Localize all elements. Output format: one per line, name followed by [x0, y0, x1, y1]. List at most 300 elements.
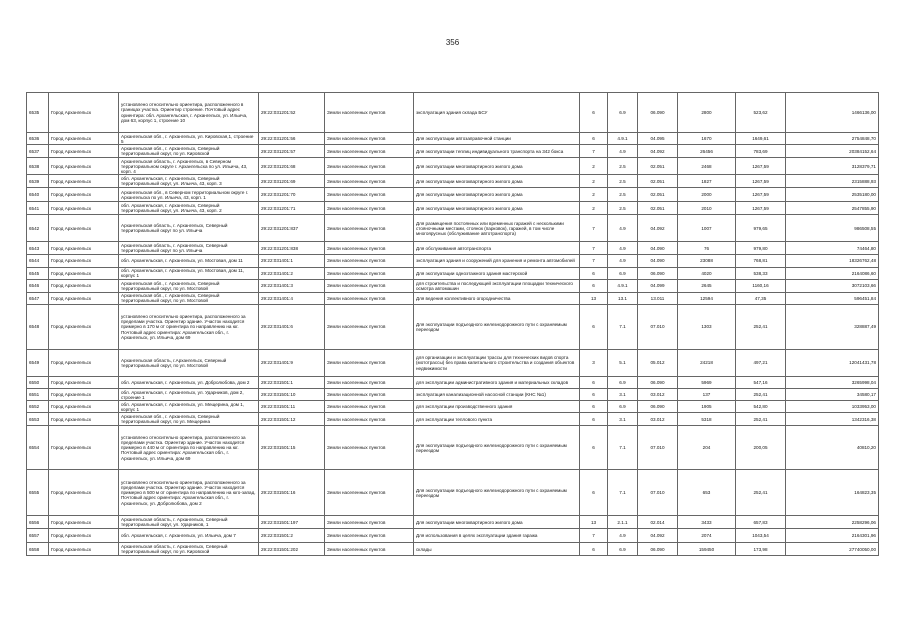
table-row — [27, 145, 879, 158]
area-cell: 3433 — [678, 516, 736, 529]
table-row — [27, 529, 879, 543]
cadastral-value-cell: 164823,35 — [786, 470, 879, 516]
specific-value-cell: 979,65 — [736, 215, 786, 242]
permitted-use-cell: для эксплуатации производственного здания — [414, 401, 580, 413]
address-cell: Архангельская область, г. Архангельск, в Северном территориальном округе г. Архангельска по ул. Ильича, 43, корп. 4 — [119, 158, 259, 175]
use-code-cell: 7.1 — [608, 426, 638, 470]
land-category-cell: Земли населенных пунктов — [325, 426, 414, 470]
zone-group-cell: 6 — [580, 389, 608, 401]
area-cell: 1905 — [678, 401, 736, 413]
cadastral-value-cell: 986508,55 — [786, 215, 879, 242]
land-category-cell: Земли населенных пунктов — [325, 389, 414, 401]
cadastral-number-cell: 29:22:031401:4 — [259, 292, 325, 304]
use-code-cell: 6.9 — [608, 401, 638, 413]
cadastral-number-cell: 29:22:031201:70 — [259, 188, 325, 202]
table-row — [27, 401, 879, 413]
use-code-cell: 3.1 — [608, 413, 638, 426]
land-plots-table — [26, 92, 879, 556]
municipality-cell: Город Архангельск — [49, 242, 119, 254]
specific-value-cell: 523,62 — [736, 93, 786, 133]
cadastral-value-cell: 12041431,78 — [786, 350, 879, 377]
zone-group-cell: 2 — [580, 188, 608, 202]
specific-value-cell: 47,35 — [736, 292, 786, 304]
permitted-use-cell: эксплуатация здания и сооружений для хранения и ремонта автомобилей — [414, 254, 580, 267]
specific-value-cell: 497,21 — [736, 350, 786, 377]
permitted-use-cell: Для эксплуатации многоквартирного жилого дома — [414, 175, 580, 188]
table-row — [27, 350, 879, 377]
area-cell: 24218 — [678, 350, 736, 377]
permitted-use-cell: для эксплуатации теплового пункта — [414, 413, 580, 426]
municipality-cell: Город Архангельск — [49, 254, 119, 267]
specific-value-cell: 252,41 — [736, 413, 786, 426]
cadastral-value-cell: 2535180,00 — [786, 188, 879, 202]
specific-value-cell: 542,80 — [736, 401, 786, 413]
municipality-cell: Город Архангельск — [49, 175, 119, 188]
use-code-cell: 6.9 — [608, 543, 638, 556]
area-cell: 4020 — [678, 267, 736, 279]
municipality-cell: Город Архангельск — [49, 389, 119, 401]
cadastral-number-cell: 29:22:031201:56 — [259, 133, 325, 145]
use-code-cell: 4.9 — [608, 145, 638, 158]
area-cell: 1303 — [678, 305, 736, 350]
specific-value-cell: 1267,59 — [736, 202, 786, 215]
permitted-use-cell: Для эксплуатации подъездного железнодорожного пути с охраняемым переездом — [414, 426, 580, 470]
cadastral-value-cell: 2164301,96 — [786, 529, 879, 543]
area-cell: 2074 — [678, 529, 736, 543]
area-cell: 23088 — [678, 254, 736, 267]
table-row — [27, 242, 879, 254]
cadastral-value-cell: 2547855,90 — [786, 202, 879, 215]
specific-value-cell: 1043,54 — [736, 529, 786, 543]
row-number-cell: 6554 — [27, 426, 49, 470]
cadastral-number-cell: 29:22:031201:57 — [259, 145, 325, 158]
rate-code-cell: 13.011 — [638, 292, 678, 304]
land-category-cell: Земли населенных пунктов — [325, 292, 414, 304]
municipality-cell: Город Архангельск — [49, 158, 119, 175]
area-cell: 2000 — [678, 188, 736, 202]
row-number-cell: 6547 — [27, 292, 49, 304]
zone-group-cell: 6 — [580, 426, 608, 470]
municipality-cell: Город Архангельск — [49, 202, 119, 215]
area-cell: 1827 — [678, 175, 736, 188]
cadastral-value-cell: 328887,49 — [786, 305, 879, 350]
use-code-cell: 2.5 — [608, 188, 638, 202]
address-cell: обл. Архангельская, г. Архангельск, ул. Ударников, дом 2, строение 1 — [119, 389, 259, 401]
municipality-cell: Город Архангельск — [49, 305, 119, 350]
row-number-cell: 6552 — [27, 401, 49, 413]
permitted-use-cell: Для ведения коллективного огородничества — [414, 292, 580, 304]
table-row — [27, 188, 879, 202]
address-cell: обл. Архангельская, г. Архангельск, ул. Добролюбова, дом 2 — [119, 377, 259, 389]
area-cell: 1007 — [678, 215, 736, 242]
zone-group-cell: 6 — [580, 279, 608, 292]
cadastral-value-cell: 2258296,06 — [786, 516, 879, 529]
row-number-cell: 6551 — [27, 389, 49, 401]
zone-group-cell: 6 — [580, 401, 608, 413]
row-number-cell: 6555 — [27, 470, 49, 516]
zone-group-cell: 13 — [580, 292, 608, 304]
cadastral-value-cell: 18326762,48 — [786, 254, 879, 267]
zone-group-cell: 3 — [580, 350, 608, 377]
specific-value-cell: 538,33 — [736, 267, 786, 279]
land-category-cell: Земли населенных пунктов — [325, 516, 414, 529]
area-cell: 12594 — [678, 292, 736, 304]
municipality-cell: Город Архангельск — [49, 93, 119, 133]
land-category-cell: Земли населенных пунктов — [325, 529, 414, 543]
cadastral-value-cell: 1033953,00 — [786, 401, 879, 413]
address-cell: установлено относительно ориентира, расположенного за пределами участка. Ориентир здание. Участок находится примерно в 500 м от ориентира по направлению на юго-запад. Почтовый адрес ориентира: Архангельская обл., г. Архангельск, ул. Добролюбова, дом 2 — [119, 470, 259, 516]
area-cell: 26456 — [678, 145, 736, 158]
municipality-cell: Город Архангельск — [49, 133, 119, 145]
zone-group-cell: 7 — [580, 145, 608, 158]
specific-value-cell: 1649,61 — [736, 133, 786, 145]
permitted-use-cell: Для эксплуатации многоквартирного жилого дома — [414, 158, 580, 175]
permitted-use-cell: Для эксплуатации многоквартирного жилого дома — [414, 202, 580, 215]
rate-code-cell: 07.010 — [638, 470, 678, 516]
rate-code-cell: 04.095 — [638, 133, 678, 145]
land-category-cell: Земли населенных пунктов — [325, 401, 414, 413]
address-cell: установлено относительно ориентира, расположенного за пределами участка. Ориентир здание. Участок находится примерно в 440 м от ориентира по направлению на юг. Почтовый адрес ориентира: Архангельская обл., г. Архангельск, ул. Ильича, дом 69 — [119, 426, 259, 470]
table-row — [27, 202, 879, 215]
area-cell: 653 — [678, 470, 736, 516]
specific-value-cell: 1160,16 — [736, 279, 786, 292]
cadastral-number-cell: 29:22:031201:52 — [259, 93, 325, 133]
rate-code-cell: 02.014 — [638, 516, 678, 529]
table-row — [27, 254, 879, 267]
zone-group-cell: 2 — [580, 202, 608, 215]
municipality-cell: Город Архангельск — [49, 516, 119, 529]
area-cell: 137 — [678, 389, 736, 401]
address-cell: Архангельская область, г. Архангельск, Северный территориальный округ, ул. Ударников, 1 — [119, 516, 259, 529]
permitted-use-cell: Для обслуживания автотранспорта — [414, 242, 580, 254]
address-cell: Архангельская область, г. Архангельск, Северный территориальный округ по ул. Ильича — [119, 215, 259, 242]
zone-group-cell: 7 — [580, 215, 608, 242]
table-row — [27, 158, 879, 175]
permitted-use-cell: эксплуатация канализационной насосной станции (КНС №1) — [414, 389, 580, 401]
cadastral-value-cell: 1342316,38 — [786, 413, 879, 426]
table-row — [27, 279, 879, 292]
rate-code-cell: 06.090 — [638, 401, 678, 413]
row-number-cell: 6550 — [27, 377, 49, 389]
use-code-cell: 6.9 — [608, 377, 638, 389]
zone-group-cell: 6 — [580, 470, 608, 516]
address-cell: обл. Архангельская, г. Архангельск, ул. Ильича, дом 7 — [119, 529, 259, 543]
rate-code-cell: 06.090 — [638, 377, 678, 389]
rate-code-cell: 05.012 — [638, 350, 678, 377]
municipality-cell: Город Архангельск — [49, 188, 119, 202]
table-row — [27, 133, 879, 145]
specific-value-cell: 768,81 — [736, 254, 786, 267]
land-category-cell: Земли населенных пунктов — [325, 215, 414, 242]
permitted-use-cell: для эксплуатации административного здания и материальных складов — [414, 377, 580, 389]
area-cell: 2010 — [678, 202, 736, 215]
rate-code-cell: 02.051 — [638, 158, 678, 175]
permitted-use-cell: для организации и эксплуатации трассы для технических видов спорта (мототрассы) без права капитального строительства и создания объектов недвижимости — [414, 350, 580, 377]
address-cell: Архангельская обл., г. Архангельск, ул. Кировская,1, строение 5 — [119, 133, 259, 145]
rate-code-cell: 06.090 — [638, 543, 678, 556]
permitted-use-cell: Для эксплуатации многоквартирного жилого дома — [414, 516, 580, 529]
municipality-cell: Город Архангельск — [49, 145, 119, 158]
row-number-cell: 6546 — [27, 279, 49, 292]
permitted-use-cell: для строительства и последующей эксплуатации площадки технического осмотра автомашин — [414, 279, 580, 292]
address-cell: обл. Архангельская, г. Архангельск, ул. Мостовая, дом 11 — [119, 254, 259, 267]
land-category-cell: Земли населенных пунктов — [325, 470, 414, 516]
cadastral-number-cell: 29:22:031501:16 — [259, 470, 325, 516]
rate-code-cell: 07.010 — [638, 305, 678, 350]
cadastral-number-cell: 29:22:031501:15 — [259, 426, 325, 470]
specific-value-cell: 979,80 — [736, 242, 786, 254]
municipality-cell: Город Архангельск — [49, 470, 119, 516]
cadastral-number-cell: 29:22:031501:12 — [259, 413, 325, 426]
municipality-cell: Город Архангельск — [49, 543, 119, 556]
table-body — [27, 93, 879, 556]
specific-value-cell: 200,05 — [736, 426, 786, 470]
zone-group-cell: 6 — [580, 377, 608, 389]
cadastral-number-cell: 29:22:031401:3 — [259, 279, 325, 292]
land-category-cell: Земли населенных пунктов — [325, 543, 414, 556]
use-code-cell: 4.9 — [608, 215, 638, 242]
use-code-cell: 4.9 — [608, 242, 638, 254]
specific-value-cell: 1267,59 — [736, 188, 786, 202]
cadastral-number-cell: 29:22:031201:68 — [259, 158, 325, 175]
municipality-cell: Город Архангельск — [49, 426, 119, 470]
rate-code-cell: 06.090 — [638, 267, 678, 279]
municipality-cell: Город Архангельск — [49, 267, 119, 279]
address-cell: Архангельская область, г. Архангельск, Северный территориальный округ, по ул. Кировской — [119, 543, 259, 556]
zone-group-cell: 6 — [580, 93, 608, 133]
specific-value-cell: 1267,59 — [736, 175, 786, 188]
table-row — [27, 413, 879, 426]
municipality-cell: Город Архангельск — [49, 529, 119, 543]
municipality-cell: Город Архангельск — [49, 377, 119, 389]
address-cell: обл. Архангельская, г. Архангельск, Северный территориальный округ, ул. Ильича, 43, корп. 3 — [119, 175, 259, 188]
specific-value-cell: 547,16 — [736, 377, 786, 389]
permitted-use-cell: Для эксплуатации подъездного железнодорожного пути с охраняемым переездом — [414, 470, 580, 516]
land-category-cell: Земли населенных пунктов — [325, 413, 414, 426]
zone-group-cell: 2 — [580, 158, 608, 175]
row-number-cell: 6537 — [27, 145, 49, 158]
row-number-cell: 6548 — [27, 305, 49, 350]
cadastral-value-cell: 2164086,60 — [786, 267, 879, 279]
cadastral-number-cell: 29:22:031401:1 — [259, 254, 325, 267]
land-category-cell: Земли населенных пунктов — [325, 350, 414, 377]
zone-group-cell: 7 — [580, 529, 608, 543]
rate-code-cell: 04.092 — [638, 215, 678, 242]
rate-code-cell: 04.092 — [638, 529, 678, 543]
table-row — [27, 292, 879, 304]
table-row — [27, 93, 879, 133]
cadastral-number-cell: 29:22:031201:838 — [259, 242, 325, 254]
use-code-cell: 6.9 — [608, 267, 638, 279]
municipality-cell: Город Архангельск — [49, 292, 119, 304]
use-code-cell: 2.5 — [608, 158, 638, 175]
area-cell: 5318 — [678, 413, 736, 426]
use-code-cell: 3.1 — [608, 389, 638, 401]
land-category-cell: Земли населенных пунктов — [325, 175, 414, 188]
land-category-cell: Земли населенных пунктов — [325, 93, 414, 133]
use-code-cell: 2.1.1 — [608, 516, 638, 529]
cadastral-value-cell: 34580,17 — [786, 389, 879, 401]
table-row — [27, 516, 879, 529]
row-number-cell: 6535 — [27, 93, 49, 133]
cadastral-number-cell: 29:22:031201:71 — [259, 202, 325, 215]
address-cell: обл. Архангельская, г. Архангельск, ул. Мещерина, дом 1, корпус 1 — [119, 401, 259, 413]
address-cell: установлено относительно ориентира, расположенного в границах участка. Ориентир строение. Почтовый адрес ориентира: обл. Архангельская, г. Архангельск, ул. Ильича, дом 63, корпус 1, строение 10 — [119, 93, 259, 133]
cadastral-value-cell: 596451,84 — [786, 292, 879, 304]
rate-code-cell: 02.051 — [638, 188, 678, 202]
use-code-cell: 5.1 — [608, 350, 638, 377]
table-row — [27, 426, 879, 470]
table-row — [27, 305, 879, 350]
cadastral-value-cell: 2754848,70 — [786, 133, 879, 145]
cadastral-number-cell: 29:22:031501:197 — [259, 516, 325, 529]
cadastral-value-cell: 3128379,71 — [786, 158, 879, 175]
cadastral-number-cell: 29:22:031501:10 — [259, 389, 325, 401]
permitted-use-cell: Для эксплуатации одноэтажного здания мастерской — [414, 267, 580, 279]
table-row — [27, 267, 879, 279]
land-category-cell: Земли населенных пунктов — [325, 377, 414, 389]
zone-group-cell: 6 — [580, 413, 608, 426]
cadastral-value-cell: 2315888,93 — [786, 175, 879, 188]
cadastral-value-cell: 74464,80 — [786, 242, 879, 254]
municipality-cell: Город Архангельск — [49, 350, 119, 377]
address-cell: Архангельская обл., в Северном территориальном округе г. Архангельска по ул. Ильича, 43, корп. 1 — [119, 188, 259, 202]
rate-code-cell: 04.092 — [638, 145, 678, 158]
rate-code-cell: 06.090 — [638, 93, 678, 133]
use-code-cell: 4.9.1 — [608, 279, 638, 292]
cadastral-number-cell: 29:22:031501:2 — [259, 529, 325, 543]
cadastral-number-cell: 29:22:031501:11 — [259, 401, 325, 413]
row-number-cell: 6545 — [27, 267, 49, 279]
permitted-use-cell: Для размещения постоянных или временных гаражей с несколькими стояночными местами, стоянок (парковок), гаражей, в том числе многоярусных (обслуживание автотранспорта) — [414, 215, 580, 242]
land-category-cell: Земли населенных пунктов — [325, 279, 414, 292]
row-number-cell: 6543 — [27, 242, 49, 254]
specific-value-cell: 252,41 — [736, 305, 786, 350]
cadastral-number-cell: 29:22:031401:6 — [259, 305, 325, 350]
use-code-cell: 4.9 — [608, 254, 638, 267]
use-code-cell: 2.5 — [608, 202, 638, 215]
zone-group-cell: 7 — [580, 242, 608, 254]
table-row — [27, 470, 879, 516]
zone-group-cell: 7 — [580, 254, 608, 267]
table-row — [27, 215, 879, 242]
permitted-use-cell: Для эксплуатации подъездного железнодорожного пути с охраняемым переездом — [414, 305, 580, 350]
rate-code-cell: 02.051 — [638, 202, 678, 215]
specific-value-cell: 252,41 — [736, 470, 786, 516]
use-code-cell: 4.9.1 — [608, 133, 638, 145]
row-number-cell: 6539 — [27, 175, 49, 188]
rate-code-cell: 02.051 — [638, 175, 678, 188]
zone-group-cell: 6 — [580, 543, 608, 556]
municipality-cell: Город Архангельск — [49, 279, 119, 292]
cadastral-value-cell: 3072103,66 — [786, 279, 879, 292]
area-cell: 2645 — [678, 279, 736, 292]
municipality-cell: Город Архангельск — [49, 413, 119, 426]
zone-group-cell: 6 — [580, 305, 608, 350]
zone-group-cell: 6 — [580, 267, 608, 279]
land-category-cell: Земли населенных пунктов — [325, 158, 414, 175]
area-cell: 76 — [678, 242, 736, 254]
table-row — [27, 543, 879, 556]
rate-code-cell: 03.012 — [638, 413, 678, 426]
address-cell: Архангельская область, г. Архангельск, Северный территориальный округ по ул. Ильича — [119, 242, 259, 254]
cadastral-value-cell: 20384152,64 — [786, 145, 879, 158]
row-number-cell: 6556 — [27, 516, 49, 529]
cadastral-value-cell: 1466136,00 — [786, 93, 879, 133]
use-code-cell: 7.1 — [608, 305, 638, 350]
use-code-cell: 13.1 — [608, 292, 638, 304]
specific-value-cell: 252,41 — [736, 389, 786, 401]
permitted-use-cell: Для эксплуатации теплиц индивидуального транспорта на 342 бокса — [414, 145, 580, 158]
cadastral-number-cell: 29:22:031401:9 — [259, 350, 325, 377]
page-number: 356 — [445, 38, 460, 47]
land-category-cell: Земли населенных пунктов — [325, 188, 414, 202]
land-category-cell: Земли населенных пунктов — [325, 145, 414, 158]
row-number-cell: 6553 — [27, 413, 49, 426]
land-category-cell: Земли населенных пунктов — [325, 254, 414, 267]
municipality-cell: Город Архангельск — [49, 401, 119, 413]
specific-value-cell: 1267,59 — [736, 158, 786, 175]
cadastral-value-cell: 40810,20 — [786, 426, 879, 470]
land-category-cell: Земли населенных пунктов — [325, 133, 414, 145]
row-number-cell: 6540 — [27, 188, 49, 202]
use-code-cell: 7.1 — [608, 470, 638, 516]
area-cell: 1670 — [678, 133, 736, 145]
land-category-cell: Земли населенных пунктов — [325, 267, 414, 279]
address-cell: Архангельская обл., г. Архангельск, Северный территориальный округ, по ул. Мостовой — [119, 292, 259, 304]
address-cell: Архангельская область, г.Архангельск, Северный территориальный округ, по ул. Мостовой — [119, 350, 259, 377]
land-category-cell: Земли населенных пунктов — [325, 242, 414, 254]
row-number-cell: 6557 — [27, 529, 49, 543]
cadastral-value-cell: 3265998,04 — [786, 377, 879, 389]
permitted-use-cell: Для использования в целях эксплуатации здания гаража — [414, 529, 580, 543]
specific-value-cell: 657,83 — [736, 516, 786, 529]
permitted-use-cell: склады — [414, 543, 580, 556]
address-cell: обл. Архангельская, г. Архангельск, ул. Мостовая, дом 11, корпус 1 — [119, 267, 259, 279]
address-cell: обл. Архангельская, г. Архангельск, Северный территориальный округ, ул. Ильича, 43, корп. 2 — [119, 202, 259, 215]
use-code-cell: 6.9 — [608, 93, 638, 133]
use-code-cell: 4.9 — [608, 529, 638, 543]
row-number-cell: 6541 — [27, 202, 49, 215]
rate-code-cell: 03.012 — [638, 389, 678, 401]
area-cell: 2800 — [678, 93, 736, 133]
row-number-cell: 6558 — [27, 543, 49, 556]
land-category-cell: Земли населенных пунктов — [325, 202, 414, 215]
cadastral-number-cell: 29:22:031201:837 — [259, 215, 325, 242]
cadastral-number-cell: 29:22:031401:2 — [259, 267, 325, 279]
specific-value-cell: 783,69 — [736, 145, 786, 158]
row-number-cell: 6549 — [27, 350, 49, 377]
zone-group-cell: 2 — [580, 175, 608, 188]
address-cell: Архангельская обл., г. Архангельск, Северный территориальный округ, по ул. Мещерина — [119, 413, 259, 426]
zone-group-cell: 6 — [580, 133, 608, 145]
rate-code-cell: 04.090 — [638, 254, 678, 267]
row-number-cell: 6538 — [27, 158, 49, 175]
permitted-use-cell: Для эксплуатации автозаправочной станции — [414, 133, 580, 145]
address-cell: установлено относительно ориентира, расположенного за пределами участка. Ориентир здание. Участок находится примерно в 170 м от ориентира по направлению на юг. Почтовый адрес ориентира: Архангельская обл., г. Архангельск, ул. Ильича, дом 69 — [119, 305, 259, 350]
address-cell: Архангельская обл., г. Архангельск, Северный территориальный округ, по ул. Мостовой — [119, 279, 259, 292]
rate-code-cell: 04.090 — [638, 242, 678, 254]
cadastral-number-cell: 29:22:031501:202 — [259, 543, 325, 556]
area-cell: 5969 — [678, 377, 736, 389]
table-row — [27, 377, 879, 389]
municipality-cell: Город Архангельск — [49, 215, 119, 242]
land-category-cell: Земли населенных пунктов — [325, 305, 414, 350]
permitted-use-cell: Для эксплуатации многоквартирного жилого дома — [414, 188, 580, 202]
area-cell: 204 — [678, 426, 736, 470]
row-number-cell: 6536 — [27, 133, 49, 145]
rate-code-cell: 04.099 — [638, 279, 678, 292]
